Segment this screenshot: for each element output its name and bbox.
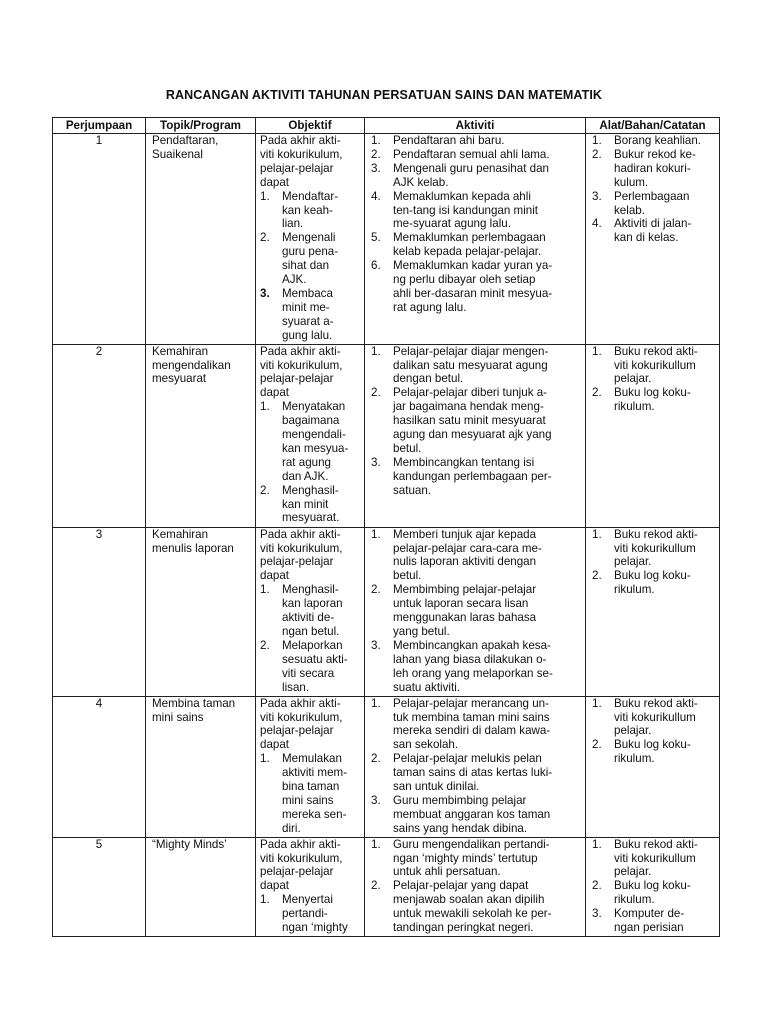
objektif-list — [260, 583, 360, 694]
item-text: Pendaftaran ahi baru. — [393, 134, 505, 147]
item-number: 1. — [260, 400, 270, 414]
document-title: RANCANGAN AKTIVITI TAHUNAN PERSATUAN SAINS DAN MATEMATIK — [165, 88, 603, 102]
item-text: Buku log koku- rikulum. — [614, 879, 691, 907]
alat-list — [590, 697, 715, 767]
cell-aktiviti — [365, 837, 586, 936]
item-number: 1. — [592, 837, 602, 851]
alat-item — [590, 738, 715, 766]
alat-item — [590, 190, 715, 218]
objektif-intro: Pada akhir akti- viti kokurikulum, pelajar-pelajar dapat — [260, 696, 343, 752]
item-number: 1. — [592, 134, 602, 147]
item-number: 2. — [371, 386, 381, 400]
item-text: Memaklumkan kepada ahli ten-tang isi kandungan minit me-syuarat agung lalu. — [393, 189, 539, 231]
table-row — [53, 696, 720, 837]
table-row — [53, 527, 720, 696]
item-number: 1. — [260, 583, 270, 597]
objektif-item — [260, 893, 360, 935]
alat-item — [590, 528, 715, 570]
objektif-item — [260, 190, 360, 232]
aktiviti-list — [369, 528, 581, 695]
item-text: Pendaftaran semual ahli lama. — [393, 147, 550, 161]
item-number: 3. — [371, 455, 381, 469]
item-number: 6. — [371, 259, 381, 273]
item-text: Pelajar-pelajar melukis pelan taman sains di atas kertas luki- san untuk dinilai. — [393, 752, 553, 794]
item-text: Pelajar-pelajar diberi tunjuk a- jar bagaimana hendak meng- hasilkan satu minit mesyuarat agung dan mesyuarat ajk yang betul. — [393, 386, 552, 455]
aktiviti-item — [369, 583, 581, 639]
aktiviti-item — [369, 190, 581, 232]
item-number: 5. — [371, 231, 381, 245]
alat-item — [590, 879, 715, 907]
item-text: Borang keahlian. — [614, 134, 702, 147]
item-number: 2. — [592, 386, 602, 400]
item-text: Memaklumkan kadar yuran ya- ng perlu dibayar oleh setiap ahli ber-dasaran minit mesyua- rat agung lalu. — [393, 259, 553, 314]
aktiviti-item — [369, 879, 581, 935]
item-number: 3. — [371, 161, 381, 175]
objektif-item — [260, 287, 360, 343]
item-text: Aktiviti di jalan- kan di kelas. — [614, 217, 692, 245]
item-number: 2. — [260, 231, 270, 245]
item-text: Buku log koku- rikulum. — [614, 738, 691, 766]
aktiviti-item — [369, 231, 581, 259]
item-text: Mengenali guru pena- sihat dan AJK. — [282, 231, 339, 287]
aktiviti-item — [369, 697, 581, 753]
item-text: Komputer de- ngan perisian — [614, 907, 685, 935]
item-number: 1. — [260, 893, 270, 907]
cell-objektif — [256, 134, 365, 345]
item-text: Memulakan aktiviti mem- bina taman mini sains mereka sen- diri. — [282, 752, 348, 835]
aktiviti-item — [369, 162, 581, 190]
objektif-list — [260, 893, 360, 935]
item-number: 1. — [371, 837, 381, 851]
item-number: 2. — [371, 583, 381, 597]
item-number: 1. — [260, 752, 270, 766]
header-topik: Topik/Program — [146, 118, 256, 134]
item-text: Pelajar-pelajar yang dapat menjawab soalan akan dipilih untuk mewakili sekolah ke per- tandingan peringkat negeri. — [393, 879, 552, 935]
item-text: Buku rekod akti- viti kokurikullum pelajar. — [614, 837, 698, 879]
aktiviti-list — [369, 134, 581, 315]
cell-topik: Membina taman mini sains — [146, 696, 256, 837]
activity-table — [52, 117, 720, 937]
header-aktiviti: Aktiviti — [365, 118, 586, 134]
cell-perjumpaan: 4 — [53, 696, 146, 837]
header-alat: Alat/Bahan/Catatan — [586, 118, 720, 134]
objektif-intro: Pada akhir akti- viti kokurikulum, pelajar-pelajar dapat — [260, 837, 343, 893]
cell-topik: “Mighty Minds’ — [146, 837, 256, 936]
item-number: 3. — [371, 638, 381, 652]
aktiviti-item — [369, 259, 581, 315]
item-number: 1. — [260, 189, 270, 203]
aktiviti-list — [369, 697, 581, 836]
item-number: 1. — [371, 134, 381, 147]
item-number: 2. — [260, 483, 270, 497]
item-number: 2. — [592, 879, 602, 893]
item-number: 2. — [371, 147, 381, 161]
item-text: Memaklumkan perlembagaan kelab kepada pelajar-pelajar. — [393, 231, 546, 259]
objektif-list — [260, 752, 360, 835]
item-text: Buku log koku- rikulum. — [614, 386, 691, 414]
cell-alat — [586, 696, 720, 837]
alat-item — [590, 217, 715, 245]
objektif-list — [260, 400, 360, 525]
item-text: Guru membimbing pelajar membuat anggaran kos taman sains yang hendak dibina. — [393, 793, 551, 835]
item-text: Melaporkan sesuatu akti- viti secara lisan. — [282, 638, 348, 694]
table-row — [53, 134, 720, 345]
item-text: Mengenali guru penasihat dan AJK kelab. — [393, 161, 549, 189]
objektif-intro: Pada akhir akti- viti kokurikulum, pelajar-pelajar dapat — [260, 344, 343, 400]
item-number: 1. — [592, 696, 602, 710]
alat-list — [590, 528, 715, 598]
item-number: 1. — [592, 344, 602, 358]
item-text: Pelajar-pelajar diajar mengen- dalikan satu mesyuarat agung dengan betul. — [393, 344, 549, 386]
item-number: 1. — [371, 344, 381, 358]
item-number: 2. — [592, 738, 602, 752]
objektif-item — [260, 583, 360, 639]
cell-alat — [586, 344, 720, 527]
alat-list — [590, 134, 715, 245]
cell-objektif — [256, 837, 365, 936]
table-row — [53, 344, 720, 527]
aktiviti-item — [369, 148, 581, 162]
cell-topik: Kemahiran menulis laporan — [146, 527, 256, 696]
item-text: Bukur rekod ke- hadiran kokuri- kulum. — [614, 147, 696, 189]
aktiviti-item — [369, 134, 581, 148]
header-perjumpaan: Perjumpaan — [53, 118, 146, 134]
item-number: 3. — [592, 907, 602, 921]
item-number: 2. — [592, 147, 602, 161]
aktiviti-item — [369, 456, 581, 498]
alat-item — [590, 345, 715, 387]
cell-aktiviti — [365, 344, 586, 527]
alat-list — [590, 838, 715, 935]
header-objektif: Objektif — [256, 118, 365, 134]
item-number: 2. — [260, 638, 270, 652]
objektif-item — [260, 400, 360, 483]
item-number: 2. — [371, 752, 381, 766]
item-number: 1. — [371, 527, 381, 541]
alat-item — [590, 134, 715, 148]
item-text: Pelajar-pelajar merancang un- tuk membina taman mini sains mereka sendiri di dalam kawa- san sekolah. — [393, 696, 551, 752]
cell-aktiviti — [365, 527, 586, 696]
item-number: 3. — [592, 189, 602, 203]
item-number: 3. — [371, 793, 381, 807]
alat-item — [590, 148, 715, 190]
cell-topik: Pendaftaran, Suaikenal — [146, 134, 256, 345]
aktiviti-item — [369, 838, 581, 880]
cell-alat — [586, 527, 720, 696]
cell-perjumpaan: 2 — [53, 344, 146, 527]
item-text: Membincangkan tentang isi kandungan perlembagaan per- satuan. — [393, 455, 552, 497]
objektif-item — [260, 484, 360, 526]
objektif-intro: Pada akhir akti- viti kokurikulum, pelajar-pelajar dapat — [260, 527, 343, 583]
aktiviti-item — [369, 639, 581, 695]
cell-aktiviti — [365, 696, 586, 837]
alat-item — [590, 569, 715, 597]
alat-item — [590, 907, 715, 935]
item-number: 3. — [260, 286, 270, 300]
cell-aktiviti — [365, 134, 586, 345]
item-text: Membimbing pelajar-pelajar untuk laporan secara lisan menggunakan laras bahasa yang betul. — [393, 583, 537, 638]
aktiviti-list — [369, 838, 581, 935]
cell-topik: Kemahiran mengendalikan mesyuarat — [146, 344, 256, 527]
cell-alat — [586, 837, 720, 936]
alat-list — [590, 345, 715, 415]
cell-perjumpaan: 3 — [53, 527, 146, 696]
aktiviti-list — [369, 345, 581, 498]
cell-objektif — [256, 696, 365, 837]
item-text: Perlembagaan kelab. — [614, 189, 690, 217]
item-text: Menghasil- kan laporan aktiviti de- ngan betul. — [282, 583, 343, 638]
cell-perjumpaan: 1 — [53, 134, 146, 345]
aktiviti-item — [369, 528, 581, 584]
objektif-item — [260, 752, 360, 835]
aktiviti-item — [369, 752, 581, 794]
alat-item — [590, 838, 715, 880]
header-row — [53, 118, 720, 134]
item-number: 4. — [371, 189, 381, 203]
alat-item — [590, 386, 715, 414]
item-number: 4. — [592, 217, 602, 231]
item-text: Guru mengendalikan pertandi- ngan ‘mighty minds’ tertutup untuk ahli persatuan. — [393, 837, 550, 879]
cell-objektif — [256, 344, 365, 527]
item-text: Memberi tunjuk ajar kepada pelajar-pelajar cara-cara me- nulis laporan aktiviti dengan betul. — [393, 527, 542, 583]
aktiviti-item — [369, 345, 581, 387]
item-number: 2. — [592, 569, 602, 583]
item-text: Menghasil- kan minit mesyuarat. — [282, 483, 340, 525]
item-text: Buku rekod akti- viti kokurikullum pelajar. — [614, 696, 698, 738]
aktiviti-item — [369, 386, 581, 456]
cell-objektif — [256, 527, 365, 696]
item-text: Membaca minit me- syuarat a- gung lalu. — [282, 286, 334, 342]
item-number: 1. — [592, 527, 602, 541]
item-number: 2. — [371, 879, 381, 893]
aktiviti-item — [369, 794, 581, 836]
item-number: 1. — [371, 696, 381, 710]
table-row — [53, 837, 720, 936]
objektif-item — [260, 231, 360, 287]
item-text: Buku rekod akti- viti kokurikullum pelajar. — [614, 527, 698, 569]
item-text: Mendaftar- kan keah- lian. — [282, 189, 339, 231]
objektif-item — [260, 639, 360, 695]
item-text: Menyertai pertandi- ngan ‘mighty — [282, 893, 348, 935]
cell-perjumpaan: 5 — [53, 837, 146, 936]
item-text: Membincangkan apakah kesa- lahan yang biasa dilakukan o- leh orang yang melaporkan se- suatu aktiviti. — [393, 638, 553, 694]
item-text: Buku rekod akti- viti kokurikullum pelajar. — [614, 344, 698, 386]
objektif-list — [260, 190, 360, 343]
item-text: Menyatakan bagaimana mengendali- kan mesyua- rat agung dan AJK. — [282, 400, 349, 483]
objektif-intro: Pada akhir akti- viti kokurikulum, pelajar-pelajar dapat — [260, 134, 343, 189]
item-text: Buku log koku- rikulum. — [614, 569, 691, 597]
cell-alat — [586, 134, 720, 345]
alat-item — [590, 697, 715, 739]
